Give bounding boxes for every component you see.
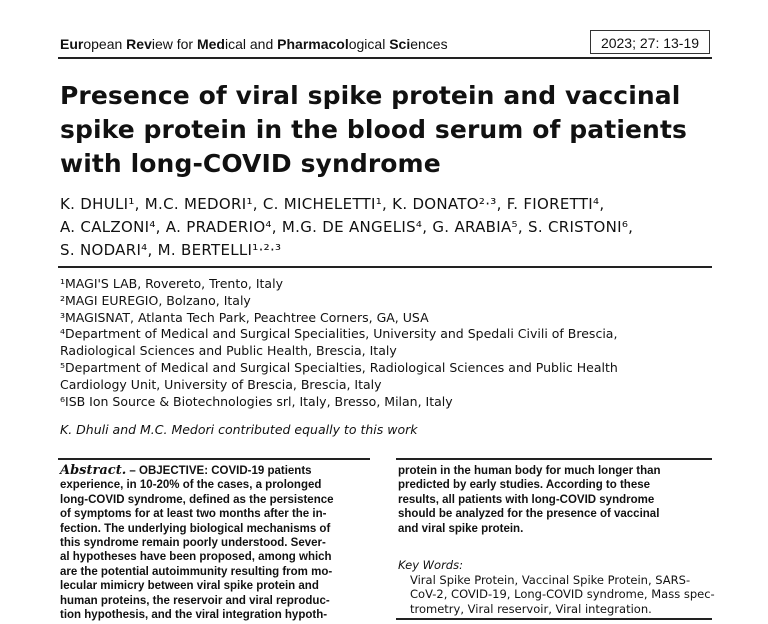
author-rule — [58, 266, 712, 268]
abstract-line: predicted by early studies. According to these — [398, 479, 651, 492]
abstract-line: human proteins, the reservoir and viral reproduc- — [60, 594, 330, 607]
affiliation-line: ⁶ISB Ion Source & Biotechnologies srl, Italy, Bresso, Milan, Italy — [60, 393, 453, 409]
affiliation-line: ³MAGISNAT, Atlanta Tech Park, Peachtree Corners, GA, USA — [60, 309, 429, 325]
abstract-line: this syndrome remain poorly understood. Sever- — [60, 537, 326, 550]
abstract-line: should be analyzed for the presence of vaccinal — [398, 508, 660, 521]
abstract-line: al hypotheses have been proposed, among which — [60, 551, 332, 564]
journal-name — [60, 36, 448, 52]
author-line: S. NODARI⁴, M. BERTELLI¹·²·³ — [60, 241, 282, 259]
affiliation-line: Cardiology Unit, University of Brescia, Brescia, Italy — [60, 376, 382, 392]
abstract-line: long-COVID syndrome, defined as the persistence — [60, 493, 334, 506]
journal-name-part: Pharmacol — [277, 36, 349, 52]
affiliation-line: ²MAGI EUREGIO, Bolzano, Italy — [60, 292, 251, 308]
author-line: K. DHULI¹, M.C. MEDORI¹, C. MICHELETTI¹, K. DONATO²·³, F. FIORETTI⁴, — [60, 195, 605, 213]
affiliation-line: ⁴Department of Medical and Surgical Specialities, University and Spedali Civili of Brescia, — [60, 326, 618, 342]
keywords-block — [398, 558, 714, 616]
abstract-rule-left — [58, 458, 370, 460]
affiliation-line: ¹MAGI'S LAB, Rovereto, Trento, Italy — [60, 276, 283, 291]
contribution-note: K. Dhuli and M.C. Medori contributed equally to this work — [60, 422, 418, 437]
abstract-line: results, all patients with long-COVID syndrome — [398, 493, 655, 506]
journal-name-part: Sci — [389, 36, 411, 52]
abstract-rule-right — [396, 458, 712, 460]
abstract-line: protein in the human body for much longer than — [398, 465, 661, 477]
journal-name-part: opean — [83, 36, 127, 52]
affiliation-line: Radiological Sciences and Public Health, Brescia, Italy — [60, 343, 397, 359]
keywords-line: trometry, Viral reservoir, Viral integration. — [410, 601, 652, 616]
keywords-heading: Key Words: — [398, 558, 463, 572]
abstract-line: fection. The underlying biological mechanisms of — [60, 522, 331, 535]
title-line: Presence of viral spike protein and vaccinal — [60, 81, 681, 110]
article-title — [60, 79, 720, 181]
abstract-objective-label: – OBJECTIVE: — [129, 465, 209, 477]
abstract-left-column — [60, 464, 372, 622]
abstract-line: and viral spike protein. — [398, 522, 524, 535]
keywords-rule — [396, 618, 712, 620]
abstract-line: tion hypothesis, and the viral integration hypoth- — [60, 609, 328, 622]
journal-name-part: Rev — [126, 36, 152, 52]
journal-name-part: Med — [196, 36, 225, 52]
title-line: spike protein in the blood serum of patients — [60, 115, 687, 144]
journal-name-part: ences — [410, 36, 448, 52]
journal-name-part: ogical — [348, 36, 390, 52]
abstract-line: of symptoms for at least two months after the in- — [60, 508, 327, 521]
affiliation-list — [60, 276, 720, 410]
journal-name-part: ical and — [224, 36, 278, 52]
affiliation-line: ⁵Department of Medical and Surgical Specialties, Radiological Sciences and Public Health — [60, 359, 618, 375]
abstract-right-column — [398, 464, 714, 536]
abstract-heading: Abstract. — [60, 463, 127, 478]
title-line: with long-COVID syndrome — [60, 149, 441, 178]
author-list — [60, 193, 720, 262]
journal-name-part: iew for — [151, 36, 197, 52]
journal-name-part: Eur — [60, 36, 84, 52]
keywords-line: CoV-2, COVID-19, Long-COVID syndrome, Mass spec- — [410, 587, 715, 602]
keywords-line: Viral Spike Protein, Vaccinal Spike Protein, SARS- — [410, 572, 691, 587]
abstract-line: lecular mimicry between viral spike protein and — [60, 580, 319, 593]
header-rule — [58, 57, 712, 59]
abstract-line: are the potential autoimmunity resulting from mo- — [60, 565, 333, 578]
abstract-first-line — [60, 464, 372, 478]
author-line: A. CALZONI⁴, A. PRADERIO⁴, M.G. DE ANGELIS⁴, G. ARABIA⁵, S. CRISTONI⁶, — [60, 218, 634, 236]
citation-box: 2023; 27: 13-19 — [590, 30, 710, 54]
abstract-first-line-text: COVID-19 patients — [208, 465, 312, 477]
abstract-line: experience, in 10-20% of the cases, a prolonged — [60, 479, 322, 492]
